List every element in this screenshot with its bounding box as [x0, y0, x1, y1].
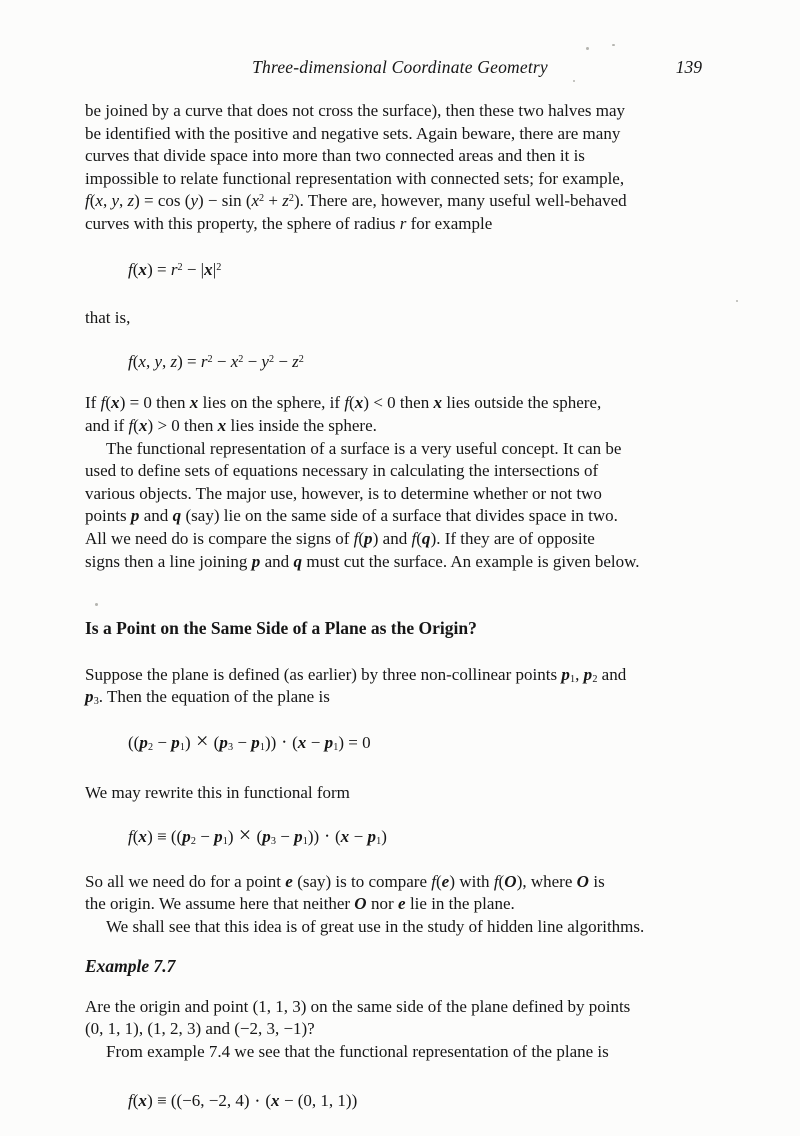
paragraph: The functional representation of a surface is a very useful concept. It can be used to define sets of equations necessary in calculating the intersections of various objects. The major use, however, is to determine whether or not two points p and q (say) lie on the same side of a surface that divides space in two. All we need do is compare the signs of f(p) and f(q). If they are of opposite signs then a line joining p and q must cut the surface. An example is given below.: [85, 438, 640, 571]
paragraph: that is,: [85, 308, 131, 328]
paragraph: Are the origin and point (1, 1, 3) on the same side of the plane defined by points (0, 1, 1), (1, 2, 3) and (−2, 3, −1)? From example 7.4 we see that the functional representation of the plane is: [85, 996, 631, 1061]
scan-speck: [736, 300, 738, 302]
paragraph: If f(x) = 0 then x lies on the sphere, if f(x) < 0 then x lies outside the sphere, and if f(x) > 0 then x lies inside the sphere.: [85, 393, 602, 435]
page-number: 139: [675, 57, 702, 77]
scan-speck: [95, 603, 98, 606]
paragraph: Suppose the plane is defined (as earlier) by three non-collinear points $p_1$, $p_2$ and $p_3$. Then the equation of the plane is: [85, 664, 627, 708]
paragraph: So all we need do for a point e (say) is to compare f(e) with f(O), where O is the origin. We assume here that neither O nor e lie in the plane. We shall see that this idea is of great use in the study of hidden line algorithms.: [85, 871, 645, 936]
equation-plane-functional: $f(x) \equiv ((p_2 - p_1) \times (p_3 - p_1))$ • $(x - p_1)$: [128, 822, 387, 848]
running-title: Three-dimensional Coordinate Geometry: [252, 57, 548, 77]
equation-plane: $((p_2 - p_1) \times (p_3 - p_1))$ • $(x - p_1) = 0$: [128, 727, 371, 754]
equation-sphere-functional: $f(x) = r^2 - |x|^2$: [128, 259, 222, 279]
example-heading: Example 7.7: [85, 956, 176, 977]
page-header: [85, 56, 715, 79]
paragraph: be joined by a curve that does not cross the surface), then these two halves may be identified with the positive and negative sets. Again beware, there are many curves that divide space into more than two connected areas and then it is impossible to relate functional representation with connected sets; for example, f(x, y, $z) = \cos (y) - \sin (x^2 + z^2)$. There are, however, many useful well-behaved curves with this property, the sphere of radius r for example: [85, 101, 627, 233]
scan-speck: [586, 47, 589, 50]
equation-sphere-expanded: f(x, y, $z) = r^2 - x^2 - y^2 - z^2$: [128, 351, 304, 371]
paragraph: We may rewrite this in functional form: [85, 783, 350, 803]
section-heading: Is a Point on the Same Side of a Plane as the Origin?: [85, 618, 477, 639]
scan-speck: [573, 80, 575, 82]
equation-example: f(x) ≡ ((−6, −2, 4) • (x − (0, 1, 1)): [128, 1091, 358, 1111]
scan-speck: [612, 44, 615, 46]
